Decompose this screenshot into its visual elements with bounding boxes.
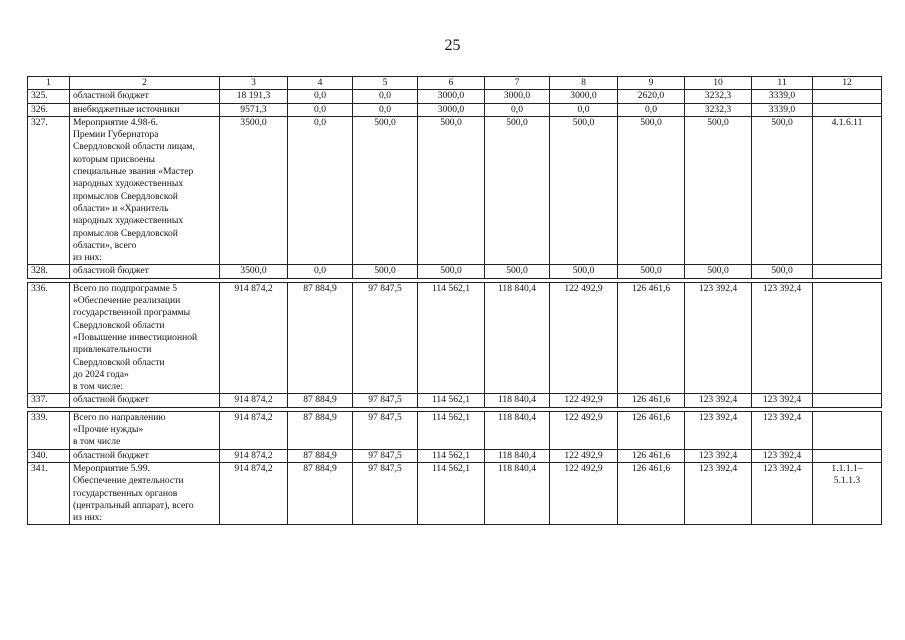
value-cell: 914 874,2	[220, 449, 288, 462]
table-row	[28, 116, 882, 265]
table-row	[28, 265, 882, 278]
target-code	[813, 103, 882, 116]
value-cell: 3232,3	[685, 90, 752, 103]
value-cell: 87 884,9	[288, 449, 353, 462]
value-cell: 114 562,1	[418, 411, 485, 449]
value-cell: 126 461,6	[618, 282, 685, 394]
value-cell: 123 392,4	[685, 449, 752, 462]
value-cell: 114 562,1	[418, 449, 485, 462]
column-header: 5	[353, 77, 418, 90]
value-cell: 500,0	[418, 265, 485, 278]
row-name: Мероприятие 5.99. Обеспечение деятельности государственных органов (центральный аппарат), всего из них:	[70, 462, 220, 524]
value-cell: 97 847,5	[353, 282, 418, 394]
value-cell: 500,0	[418, 116, 485, 265]
row-name: областной бюджет	[70, 394, 220, 407]
value-cell: 118 840,4	[485, 411, 550, 449]
value-cell: 122 492,9	[550, 462, 618, 524]
value-cell: 123 392,4	[752, 411, 813, 449]
value-cell: 114 562,1	[418, 282, 485, 394]
value-cell: 3000,0	[418, 90, 485, 103]
value-cell: 3500,0	[220, 116, 288, 265]
column-header: 9	[618, 77, 685, 90]
value-cell: 123 392,4	[752, 449, 813, 462]
table-row	[28, 282, 882, 394]
value-cell: 97 847,5	[353, 462, 418, 524]
value-cell: 97 847,5	[353, 411, 418, 449]
table-row	[28, 411, 882, 449]
value-cell: 0,0	[353, 103, 418, 116]
value-cell: 122 492,9	[550, 449, 618, 462]
row-name: областной бюджет	[70, 265, 220, 278]
value-cell: 0,0	[288, 116, 353, 265]
value-cell: 500,0	[550, 265, 618, 278]
value-cell: 0,0	[288, 103, 353, 116]
value-cell: 123 392,4	[752, 394, 813, 407]
value-cell: 118 840,4	[485, 282, 550, 394]
row-number: 339.	[28, 411, 70, 449]
row-name: Всего по направлению «Прочие нужды» в том числе	[70, 411, 220, 449]
row-number: 341.	[28, 462, 70, 524]
column-header: 12	[813, 77, 882, 90]
target-code	[813, 90, 882, 103]
row-number: 326.	[28, 103, 70, 116]
value-cell: 87 884,9	[288, 411, 353, 449]
value-cell: 97 847,5	[353, 394, 418, 407]
value-cell: 3000,0	[550, 90, 618, 103]
value-cell: 123 392,4	[752, 462, 813, 524]
column-header: 8	[550, 77, 618, 90]
column-header: 3	[220, 77, 288, 90]
row-number: 337.	[28, 394, 70, 407]
value-cell: 914 874,2	[220, 282, 288, 394]
table-body	[28, 77, 882, 525]
value-cell: 97 847,5	[353, 449, 418, 462]
value-cell: 126 461,6	[618, 411, 685, 449]
row-number: 340.	[28, 449, 70, 462]
value-cell: 914 874,2	[220, 462, 288, 524]
value-cell: 500,0	[353, 116, 418, 265]
value-cell: 126 461,6	[618, 394, 685, 407]
column-header: 1	[28, 77, 70, 90]
value-cell: 3232,3	[685, 103, 752, 116]
target-code	[813, 394, 882, 407]
column-header: 7	[485, 77, 550, 90]
value-cell: 9571,3	[220, 103, 288, 116]
table-row	[28, 394, 882, 407]
table-row	[28, 103, 882, 116]
column-header: 6	[418, 77, 485, 90]
value-cell: 500,0	[485, 265, 550, 278]
value-cell: 123 392,4	[685, 394, 752, 407]
value-cell: 123 392,4	[685, 462, 752, 524]
column-header: 4	[288, 77, 353, 90]
value-cell: 114 562,1	[418, 394, 485, 407]
row-number: 327.	[28, 116, 70, 265]
budget-table	[27, 76, 882, 525]
value-cell: 118 840,4	[485, 394, 550, 407]
target-code: 1.1.1.1– 5.1.1.3	[813, 462, 882, 524]
page-number: 25	[444, 37, 461, 54]
value-cell: 0,0	[618, 103, 685, 116]
value-cell: 500,0	[685, 116, 752, 265]
value-cell: 914 874,2	[220, 411, 288, 449]
value-cell: 2620,0	[618, 90, 685, 103]
column-header: 10	[685, 77, 752, 90]
value-cell: 123 392,4	[685, 411, 752, 449]
value-cell: 118 840,4	[485, 449, 550, 462]
value-cell: 500,0	[485, 116, 550, 265]
target-code	[813, 282, 882, 394]
table-row	[28, 90, 882, 103]
value-cell: 122 492,9	[550, 394, 618, 407]
value-cell: 126 461,6	[618, 449, 685, 462]
table-row	[28, 449, 882, 462]
row-number: 336.	[28, 282, 70, 394]
header-row	[28, 77, 882, 90]
row-name: внебюджетные источники	[70, 103, 220, 116]
value-cell: 18 191,3	[220, 90, 288, 103]
target-code	[813, 265, 882, 278]
row-name: Всего по подпрограмме 5 «Обеспечение реализации государственной программы Свердловской области «Повышение инвестиционной привлекательности Свердловской области до 2024 года» в том числе:	[70, 282, 220, 394]
value-cell: 123 392,4	[685, 282, 752, 394]
value-cell: 123 392,4	[752, 282, 813, 394]
value-cell: 0,0	[550, 103, 618, 116]
value-cell: 114 562,1	[418, 462, 485, 524]
target-code: 4.1.6.11	[813, 116, 882, 265]
value-cell: 122 492,9	[550, 411, 618, 449]
value-cell: 87 884,9	[288, 462, 353, 524]
value-cell: 500,0	[685, 265, 752, 278]
value-cell: 118 840,4	[485, 462, 550, 524]
column-header: 11	[752, 77, 813, 90]
value-cell: 500,0	[550, 116, 618, 265]
column-header: 2	[70, 77, 220, 90]
value-cell: 3000,0	[418, 103, 485, 116]
value-cell: 0,0	[353, 90, 418, 103]
value-cell: 126 461,6	[618, 462, 685, 524]
row-name: областной бюджет	[70, 449, 220, 462]
value-cell: 87 884,9	[288, 282, 353, 394]
value-cell: 0,0	[288, 265, 353, 278]
table-row	[28, 462, 882, 524]
row-number: 328.	[28, 265, 70, 278]
value-cell: 500,0	[353, 265, 418, 278]
value-cell: 0,0	[485, 103, 550, 116]
value-cell: 3500,0	[220, 265, 288, 278]
value-cell: 122 492,9	[550, 282, 618, 394]
row-number: 325.	[28, 90, 70, 103]
value-cell: 914 874,2	[220, 394, 288, 407]
value-cell: 0,0	[288, 90, 353, 103]
row-name: областной бюджет	[70, 90, 220, 103]
target-code	[813, 449, 882, 462]
value-cell: 3339,0	[752, 103, 813, 116]
target-code	[813, 411, 882, 449]
value-cell: 500,0	[618, 116, 685, 265]
value-cell: 500,0	[752, 116, 813, 265]
value-cell: 3000,0	[485, 90, 550, 103]
value-cell: 500,0	[752, 265, 813, 278]
value-cell: 500,0	[618, 265, 685, 278]
row-name: Мероприятие 4.98-6. Премии Губернатора Свердловской области лицам, которым присвоены специальные звания «Мастер народных художественных промыслов Свердловской области» и «Хранитель народных художественных промыслов Свердловской области», всего из них:	[70, 116, 220, 265]
value-cell: 87 884,9	[288, 394, 353, 407]
value-cell: 3339,0	[752, 90, 813, 103]
